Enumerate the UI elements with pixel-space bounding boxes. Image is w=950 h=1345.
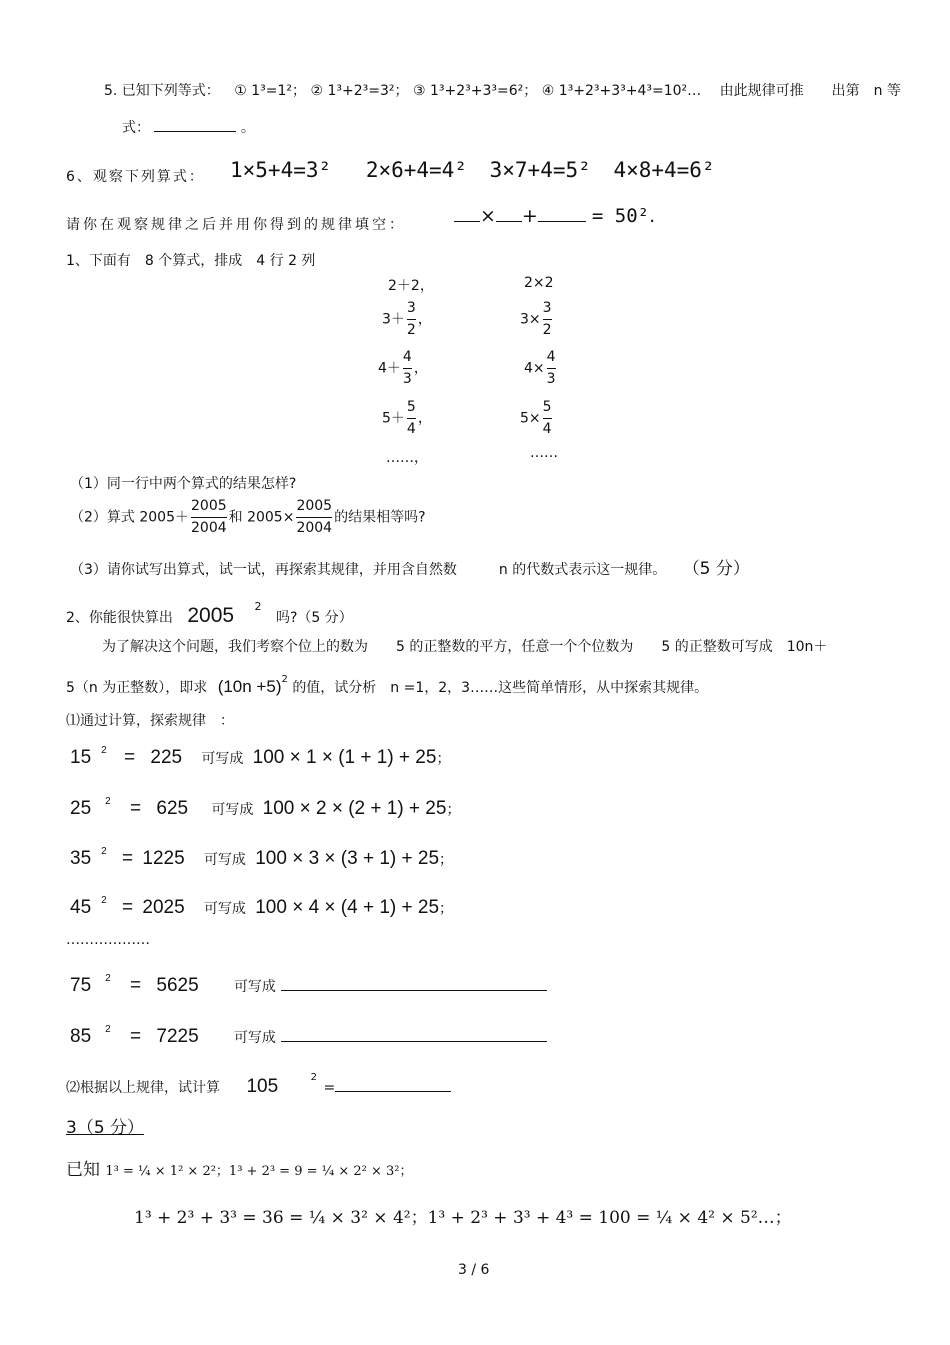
p2-line-75-base: 75 (70, 975, 92, 996)
p1-r3-num: 4 (403, 347, 412, 369)
p1-r4-num: 5 (407, 397, 416, 419)
p2-line-25: 25 $^2$ = 625 可写成 100 × 2 × (2 + 1) + 25； (70, 796, 461, 819)
p2-para2-post: 的值，试分析 n =1，2，3……这些简单情形，从中探索其规律。 (292, 680, 709, 696)
p2-sub2-num: 105 (246, 1076, 279, 1097)
p2-line-45-writeas: 可写成 (203, 900, 246, 916)
p2-line-35-semi: ； (439, 851, 454, 867)
q5-answer-blank[interactable] (154, 131, 236, 132)
q5-suffix: 。 (240, 120, 255, 136)
p1-r3-post: ， (413, 360, 428, 377)
p2-line-45-base: 45 (70, 897, 92, 918)
p1-r4-rfrac (543, 397, 552, 440)
q6-eq-2: 2×6+4=4² (365, 158, 467, 182)
q6-fill-row (454, 205, 655, 227)
q6-times: × (480, 205, 496, 227)
p1-q2-frac2 (296, 496, 332, 539)
q6-blank-1[interactable] (454, 221, 480, 222)
p2-line-15-expr: 100 × 1 × (1 + 1) + 25 (252, 747, 437, 768)
p1-q2-den1: 2004 (191, 520, 227, 536)
p2-line-85-blank[interactable] (281, 1041, 547, 1042)
p2-para1: 为了解决这个问题，我们考察个位上的数为 5 的正整数的平方，任意一个个位数为 5 的正整数可写成 10n＋ (102, 639, 828, 655)
p1-r2-left (382, 298, 432, 341)
q6-equations (230, 158, 715, 182)
p1-q2-den2: 2004 (296, 520, 333, 536)
p2-title-exp: 2 (254, 600, 262, 613)
p1-r3-frac (403, 347, 412, 390)
q6-result: = 50² (591, 205, 650, 227)
p1-q2 (70, 496, 426, 539)
p2-line-85-writeas: 可写成 (233, 1029, 276, 1045)
p2-line-85: 85 $^2$ = 7225 可写成 (70, 1024, 547, 1048)
p2-sub2 (66, 1072, 451, 1098)
p2-title (66, 600, 353, 628)
p2-line-75-blank[interactable] (281, 990, 547, 991)
q5-intro: 5. 已知下列等式： (104, 83, 220, 99)
q6-eq-4: 4×8+4=6² (613, 158, 715, 182)
p2-title-num: 2005 (187, 604, 235, 627)
p1-q3 (70, 554, 750, 579)
q5-eq-4: ④ 1³+2³+3³+4³=10²… (541, 83, 702, 99)
p1-r3-right (524, 347, 558, 390)
q6-plus: + (521, 205, 538, 227)
p1-r2-rden: 2 (542, 322, 552, 338)
p1-r4-post: ， (417, 410, 432, 427)
q5-prefix: 式： (122, 120, 150, 136)
p2-line-85-base: 85 (70, 1026, 92, 1047)
p1-r4-pre: 5＋ (382, 410, 405, 427)
p1-r3-den: 3 (402, 371, 412, 387)
p1-r2-rfrac (543, 298, 552, 341)
p3-line1-text: 1³ = ¼ × 1² × 2²；1³ + 2³ = 9 = ¼ × 2² × 3²； (105, 1164, 413, 1179)
p1-r2-pre: 3＋ (382, 311, 405, 328)
p2-line-15-val: 225 (150, 747, 183, 768)
p1-r2-den: 2 (406, 322, 416, 338)
p1-r4-left (382, 397, 432, 440)
p1-title: 1、下面有 8 个算式，排成 4 行 2 列 (66, 253, 316, 269)
p1-r1-right: 2×2 (524, 275, 554, 291)
p2-line-25-val: 625 (156, 798, 189, 819)
p1-r4-rden: 4 (542, 421, 552, 437)
p2-line-45-expr: 100 × 4 × (4 + 1) + 25 (255, 897, 440, 918)
p1-q2-frac1 (191, 496, 227, 539)
p2-line-35: 35 $^2$ = 1225 可写成 100 × 3 × (3 + 1) + 25； (70, 846, 454, 869)
p1-r3-rpre: 4× (524, 360, 545, 377)
p1-r3-left (378, 347, 428, 390)
q6-end: . (649, 205, 656, 227)
p1-r4-rnum: 5 (543, 397, 552, 419)
p3-line1-pre: 已知 (66, 1160, 100, 1180)
p2-line-75-val: 5625 (156, 975, 199, 996)
q6-label: 6、观察下列算式： (66, 169, 205, 185)
p1-r3-rden: 3 (546, 371, 556, 387)
p1-q3-score: （5 分） (682, 559, 750, 579)
p1-r2-right (520, 298, 554, 341)
p1-q1: （1）同一行中两个算式的结果怎样? (70, 476, 297, 492)
p2-line-25-semi: ； (446, 801, 461, 817)
q6-eq-3: 3×7+4=5² (489, 158, 591, 182)
p2-line-45-semi: ； (439, 900, 454, 916)
p1-q2-num2: 2005 (296, 496, 332, 518)
p2-line-15-base: 15 (70, 747, 92, 768)
p2-line-35-base: 35 (70, 848, 92, 869)
p1-r2-rpre: 3× (520, 311, 541, 328)
p2-line-75-writeas: 可写成 (233, 978, 276, 994)
p2-sub1: ⑴通过计算，探索规律 ： (66, 713, 234, 729)
page-number: 3 / 6 (458, 1262, 490, 1278)
p2-sub2-eq: = (323, 1080, 336, 1096)
p1-r2-rnum: 3 (543, 298, 552, 320)
p2-line-35-expr: 100 × 3 × (3 + 1) + 25 (255, 848, 440, 869)
p3-title (66, 1113, 144, 1138)
p1-q2-num1: 2005 (191, 496, 227, 518)
p2-para2-exp: 2 (281, 674, 288, 685)
p2-title-post: 吗?（5 分） (276, 610, 353, 626)
p1-r2-num: 3 (407, 298, 416, 320)
p1-q2-pre: （2）算式 2005＋ (70, 509, 189, 526)
p2-line-45-val: 2025 (142, 897, 185, 918)
p1-r2-frac (407, 298, 416, 341)
q5-line2 (122, 117, 255, 137)
p2-line-15-semi: ； (436, 750, 451, 766)
q5-tail: 由此规律可推 出第 n 等 (719, 83, 901, 99)
q6-blank-2[interactable] (496, 221, 522, 222)
p1-r4-den: 4 (406, 421, 416, 437)
p2-sub2-blank[interactable] (335, 1091, 451, 1092)
p1-r2-post: ， (417, 311, 432, 328)
p2-line-25-expr: 100 × 2 × (2 + 1) + 25 (262, 798, 447, 819)
p2-para2-pre: 5（n 为正整数），即求 (66, 680, 208, 696)
p2-line-85-val: 7225 (156, 1026, 199, 1047)
p2-sub2-exp: 2 (310, 1072, 317, 1083)
p2-line-35-writeas: 可写成 (203, 851, 246, 867)
q5-eq-2: ② 1³+2³=3²； (310, 83, 409, 99)
p2-line-75: 75 $^2$ = 5625 可写成 (70, 973, 547, 997)
p2-title-pre: 2、你能很快算出 (66, 610, 173, 626)
p2-line-45: 45 $^2$ = 2025 可写成 100 × 4 × (4 + 1) + 25； (70, 895, 454, 918)
p1-dots-left: ……， (386, 450, 428, 466)
q5-eq-1: ① 1³=1²； (234, 83, 307, 99)
p1-r4-frac (407, 397, 416, 440)
p2-para2 (66, 674, 708, 697)
p2-line-25-writeas: 可写成 (211, 801, 254, 817)
p3-line2: 1³ + 2³ + 3³ = 36 = ¼ × 3² × 4²；1³ + 2³ + 3³ + 4³ = 100 = ¼ × 4² × 5²…； (134, 1208, 792, 1228)
p1-r1-left: 2＋2， (388, 278, 434, 294)
p2-dots: ……………… (66, 932, 150, 948)
p2-para2-expr: (10n +5) (217, 677, 282, 696)
p3-line1 (66, 1155, 413, 1180)
p1-r3-pre: 4＋ (378, 360, 401, 377)
p1-r3-rnum: 4 (547, 347, 556, 369)
q6-blank-3[interactable] (538, 221, 586, 222)
p1-r3-rfrac (547, 347, 556, 390)
q6-eq-1: 1×5+4=3² (230, 158, 332, 182)
p2-line-15-writeas: 可写成 (201, 750, 244, 766)
p1-r4-rpre: 5× (520, 410, 541, 427)
q5-line1 (104, 80, 901, 100)
p2-line-35-val: 1225 (142, 848, 185, 869)
p2-line-25-base: 25 (70, 798, 92, 819)
q6-fill-prompt: 请你在观察规律之后并用你得到的规律填空： (66, 217, 406, 233)
p3-title-text: 3（5 分） (66, 1118, 145, 1138)
p1-q3-text: （3）请你试写出算式，试一试，再探索其规律，并用含自然数 n 的代数式表示这一规律。 (70, 562, 667, 578)
p1-q2-mid: 和 2005× (228, 509, 295, 526)
p1-dots-right: …… (530, 445, 558, 461)
p2-line-15: 15 $^2$ = 225 可写成 100 × 1 × (1 + 1) + 25； (70, 745, 451, 768)
p1-q2-post: 的结果相等吗? (334, 509, 426, 526)
p2-sub2-pre: ⑵根据以上规律，试计算 (66, 1080, 220, 1096)
q5-eq-3: ③ 1³+2³+3³=6²； (412, 83, 538, 99)
p1-r4-right (520, 397, 554, 440)
